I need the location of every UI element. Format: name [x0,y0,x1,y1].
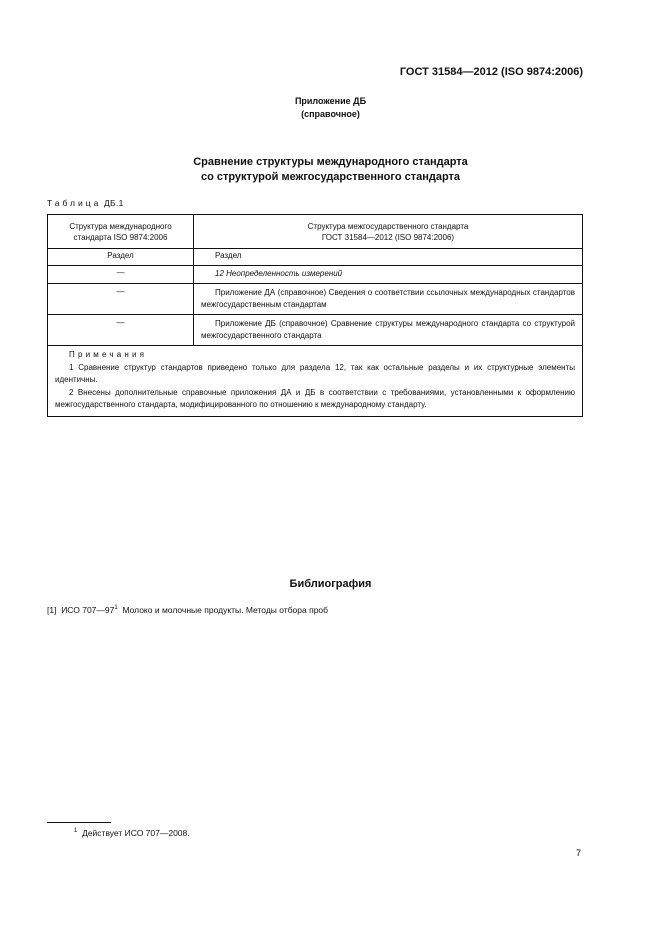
table-header-row [48,215,583,249]
table-cell-right-text: Приложение ДА (справочное) Сведения о соответствии ссылочных международных стандартов межгосударственным стандартам [201,288,575,309]
table-cell-right [194,315,583,346]
col1-header-line2: стандарта ISO 9874:2006 [73,233,168,242]
footnote-divider [47,822,111,823]
col1-header [48,215,194,249]
document-header: ГОСТ 31584—2012 (ISO 9874:2006) [399,66,583,78]
table-caption-word: Таблица [47,198,102,208]
bibliography-title: Библиография [289,578,372,590]
table-row [48,266,583,284]
section-title-line1: Сравнение структуры международного стандарта [193,156,468,168]
table-cell-right-text: 12 Неопределенность измерений [215,269,343,278]
bibliography-entry-text: Молоко и молочные продукты. Методы отбора проб [122,605,329,615]
notes-heading: Примечания [69,350,148,359]
bibliography-entry-ref: ИСО 707—97 [61,605,115,615]
table-cell-right [194,284,583,315]
comparison-table [47,214,583,417]
table-cell-left: Раздел [48,249,194,266]
table-cell-left: — [48,266,194,284]
table-row [48,315,583,346]
note-1: 1 Сравнение структур стандартов приведено только для раздела 12, так как остальные разделы и их структурные элементы идентичны. [55,362,575,384]
col2-header-line2: ГОСТ 31584—2012 (ISO 9874:2006) [321,233,455,242]
footnote-mark: 1 [74,828,78,835]
note-2: 2 Внесены дополнительные справочные приложения ДА и ДБ в соответствии с требованиями, установленными к оформлению межгосударственного стандарта, модифицированного по отношению к международному стандарту. [55,387,575,409]
table-caption-number: ДБ.1 [104,198,124,208]
footnote [74,828,190,838]
table-cell-right-text: Раздел [215,251,242,260]
col2-header-line1: Структура межгосударственного стандарта [307,222,469,231]
bibliography-entry [47,605,328,615]
table-cell-right [194,249,583,266]
appendix-subtitle: (справочное) [301,109,360,119]
table-caption [47,198,124,208]
footnote-text: Действует ИСО 707—2008. [82,828,190,838]
table-cell-right-text: Приложение ДБ (справочное) Сравнение структуры международного стандарта со структурой межгосударственного стандарта [201,319,575,340]
col2-header [194,215,583,249]
appendix-title: Приложение ДБ [294,96,367,106]
table-cell-left: — [48,315,194,346]
table-row [48,249,583,266]
table-cell-right [194,266,583,284]
bibliography-entry-number: [1] [47,605,57,615]
section-title-line2: со структурой межгосударственного стандарта [200,171,461,183]
table-notes-row [48,346,583,417]
table-cell-left: — [48,284,194,315]
col1-header-line1: Структура международного [69,222,172,231]
page-number: 7 [575,848,581,858]
footnote-ref-mark: 1 [114,605,118,612]
table-row [48,284,583,315]
table-notes-cell [48,346,583,417]
